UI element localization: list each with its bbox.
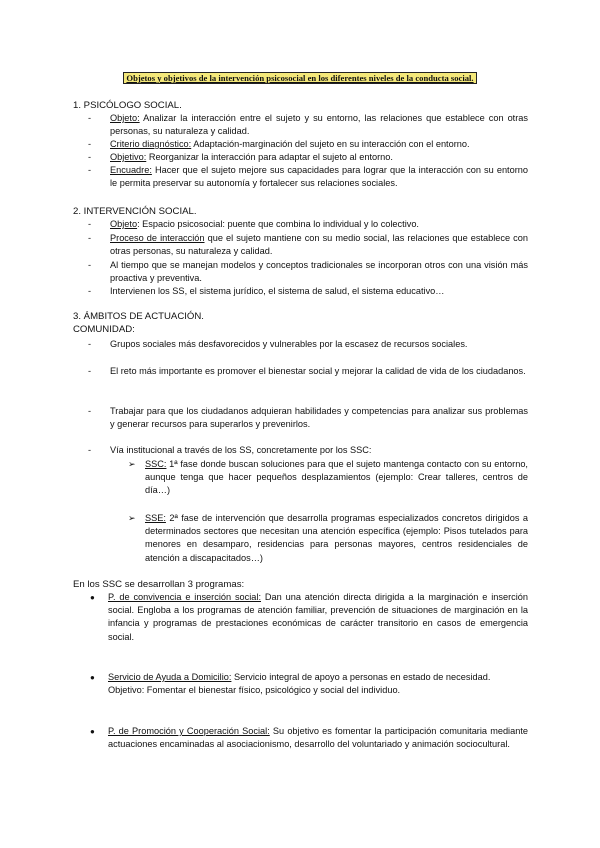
bullet-icon: ● <box>90 593 95 602</box>
sub-list-item: ➢ SSC: 1ª fase donde buscan soluciones para que el sujeto mantenga contacto con su entorno, aunque tenga que hacer pequeños desplazamientos (ejemplo: Crear talleres, centros de día…) <box>128 459 528 496</box>
section-3-heading: 3. ÁMBITOS DE ACTUACIÓN. <box>73 311 204 322</box>
community-subheading: COMUNIDAD: <box>73 324 135 335</box>
bullet-icon: ● <box>90 673 95 682</box>
sub-list-item: ➢ SSE: 2ª fase de intervención que desarrolla programas especializados concretos dirigidos a determinados sectores que necesitan una atención específica (ejemplo: Pisos tutelados para menores en desamparo, residencias para personas mayores, centros residenciales de atención a discapacitados…) <box>128 513 528 563</box>
programs-intro: En los SSC se desarrollan 3 programas: <box>73 579 245 590</box>
title-text: Objetos y objetivos de la intervención psicosocial en los diferentes niveles de la conducta social. <box>123 72 476 84</box>
list-item: - Objeto: Espacio psicosocial: puente que combina lo individual y lo colectivo. <box>88 219 419 229</box>
bullet-item: ● P. de Promoción y Cooperación Social: Su objetivo es fomentar la participación comunitaria mediante actuaciones encaminadas al asociacionismo, desarrollo del voluntariado y animación sociocultural. <box>90 726 528 750</box>
list-item: - Objeto: Analizar la interacción entre el sujeto y su entorno, las relaciones que establece con otras personas, su naturaleza y calidad. <box>88 113 528 137</box>
list-item: - El reto más importante es promover el bienestar social y mejorar la calidad de vida de los ciudadanos. <box>88 366 526 376</box>
bullet-item: ● P. de convivencia e inserción social: Dan una atención directa dirigida a la marginación e inserción social. Engloba a los programas de atención familiar, prevención de situaciones de marginación en la infancia y programas de prestaciones económicas de carácter transitorio en casos de emergencia social. <box>90 592 529 642</box>
arrow-icon: ➢ <box>128 513 136 523</box>
list-item: - Criterio diagnóstico: Adaptación-marginación del sujeto en su interacción con el entorno. <box>88 139 470 149</box>
list-item: - Trabajar para que los ciudadanos adquieran habilidades y competencias para analizar sus problemas y generar recursos para superarlos y prevenirlos. <box>88 406 528 430</box>
list-item: - Al tiempo que se manejan modelos y conceptos tradicionales se incorporan otros con una visión más proactiva y preventiva. <box>88 260 528 284</box>
list-item: - Intervienen los SS, el sistema jurídico, el sistema de salud, el sistema educativo… <box>88 286 445 296</box>
list-item: - Grupos sociales más desfavorecidos y vulnerables por la escasez de recursos sociales. <box>88 339 468 349</box>
bullet-icon: ● <box>90 727 95 736</box>
bullet-item: ● Servicio de Ayuda a Domicilio: Servicio integral de apoyo a personas en estado de necesidad. Objetivo: Fomentar el bienestar físico, psicológico y social del individuo. <box>90 672 491 696</box>
list-item: - Vía institucional a través de los SS, concretamente por los SSC: <box>88 445 372 455</box>
list-item: - Objetivo: Reorganizar la interacción para adaptar el sujeto al entorno. <box>88 152 393 162</box>
list-item: - Encuadre: Hacer que el sujeto mejore sus capacidades para lograr que la interacción con su entorno le permita preservar su autonomía y fortalecer sus relaciones sociales. <box>88 165 528 189</box>
list-item: - Proceso de interacción que el sujeto mantiene con su medio social, las relaciones que establece con otras personas, su naturaleza y calidad. <box>88 233 528 257</box>
section-1-heading: 1. PSICÓLOGO SOCIAL. <box>73 100 182 111</box>
document-title <box>0 72 600 85</box>
arrow-icon: ➢ <box>128 459 136 469</box>
section-2-heading: 2. INTERVENCIÓN SOCIAL. <box>73 206 197 217</box>
